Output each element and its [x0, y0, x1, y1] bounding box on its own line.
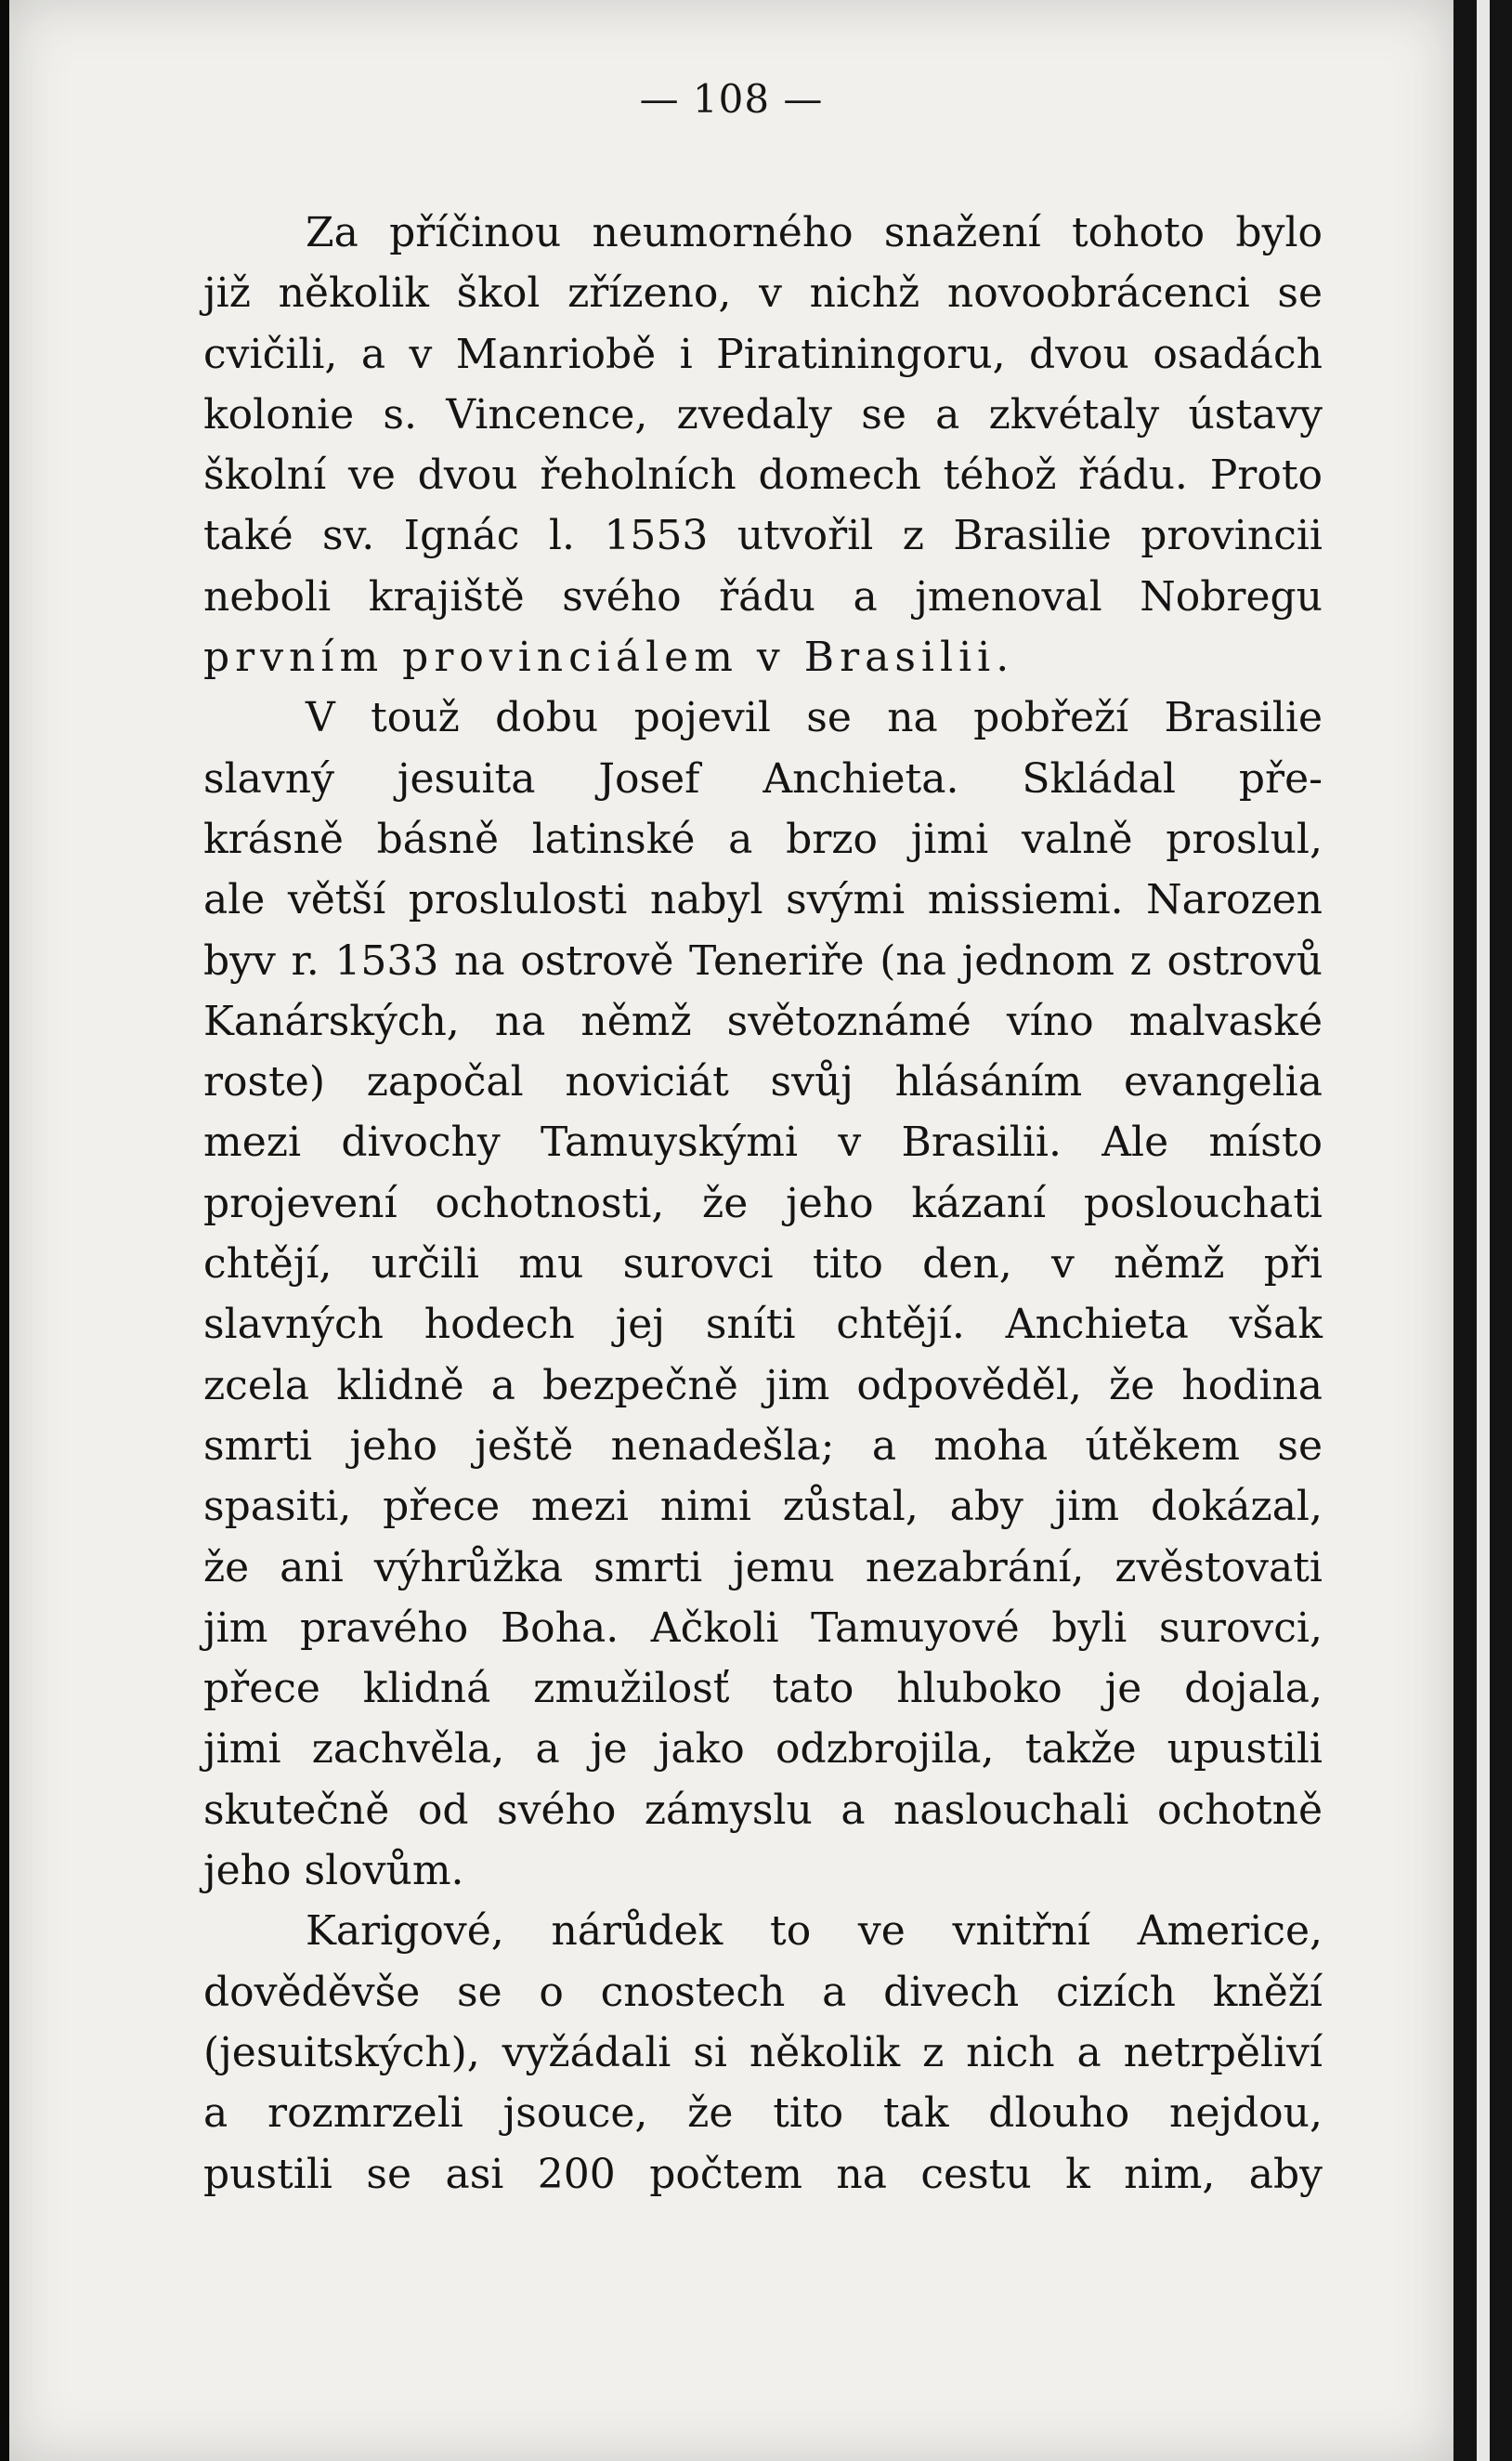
- text-line: slavných hodech jej sníti chtějí. Anchieta však: [203, 1301, 1323, 1349]
- adjacent-page-edge: [1477, 0, 1490, 2461]
- text-line-spaced: prvním provinciálem v Brasilii.: [203, 634, 1015, 682]
- text-line: Kanárských, na němž světoznámé víno malvaské: [203, 997, 1323, 1045]
- text-line: skutečně od svého zámyslu a naslouchali ochotně: [203, 1786, 1323, 1834]
- text-line: (jesuitských), vyžádali si několik z nich a netrpěliví: [203, 2028, 1323, 2076]
- text-line: ale větší proslulosti nabyl svými missiemi. Narozen: [203, 876, 1323, 924]
- text-line: cvičili, a v Manriobě i Piratiningoru, dvou osadách: [203, 330, 1323, 378]
- text-line: spasiti, přece mezi nimi zůstal, aby jim dokázal,: [203, 1483, 1323, 1531]
- text-line: mezi divochy Tamuyskými v Brasilii. Ale místo: [203, 1119, 1323, 1167]
- text-line: chtějí, určili mu surovci tito den, v němž při: [203, 1240, 1323, 1289]
- text-line: Za příčinou neumorného snažení tohoto bylo: [306, 209, 1323, 256]
- text-line: kolonie s. Vincence, zvedaly se a zkvétaly ústavy: [203, 390, 1323, 439]
- text-line: přece klidná zmužilosť tato hluboko je dojala,: [203, 1665, 1323, 1713]
- page-number: — 108 —: [639, 76, 824, 122]
- text-line: roste) započal noviciát svůj hlásáním evangelia: [203, 1058, 1323, 1106]
- text-line: zcela klidně a bezpečně jim odpověděl, že hodina: [203, 1361, 1323, 1409]
- text-line: dověděvše se o cnostech a divech cizích kněží: [203, 1968, 1323, 2016]
- text-line: školní ve dvou řeholních domech téhož řádu. Proto: [203, 452, 1323, 500]
- text-line: jeho slovům.: [203, 1847, 464, 1895]
- text-line: že ani výhrůžka smrti jemu nezabrání, zvěstovati: [203, 1543, 1323, 1591]
- text-line: projevení ochotnosti, že jeho kázaní poslouchati: [203, 1179, 1323, 1227]
- text-line: Karigové, nárůdek to ve vnitřní Americe,: [306, 1907, 1323, 1956]
- text-line: smrti jeho ještě nenadešla; a moha útěkem se: [203, 1421, 1323, 1470]
- text-line: V touž dobu pojevil se na pobřeží Brasilie: [306, 694, 1323, 742]
- text-line: jim pravého Boha. Ačkoli Tamuyové byli surovci,: [203, 1604, 1323, 1652]
- body-text: [203, 203, 1323, 2205]
- text-line: již několik škol zřízeno, v nichž novoobrácenci se: [203, 269, 1323, 318]
- text-line: neboli krajiště svého řádu a jmenoval Nobregu: [203, 572, 1323, 621]
- text-line: pustili se asi 200 počtem na cestu k nim, aby: [203, 2150, 1323, 2198]
- text-line: také sv. Ignác l. 1553 utvořil z Brasilie provincii: [203, 512, 1323, 560]
- text-line: slavný jesuita Josef Anchieta. Skládal pře-: [203, 754, 1323, 803]
- text-line: a rozmrzeli jsouce, že tito tak dlouho nejdou,: [203, 2089, 1323, 2138]
- text-line: krásně básně latinské a brzo jimi valně proslul,: [203, 815, 1323, 863]
- text-line: jimi zachvěla, a je jako odzbrojila, takže upustili: [203, 1725, 1323, 1774]
- book-page: [9, 0, 1453, 2461]
- text-line: byv r. 1533 na ostrově Teneriře (na jednom z ostrovů: [203, 936, 1323, 985]
